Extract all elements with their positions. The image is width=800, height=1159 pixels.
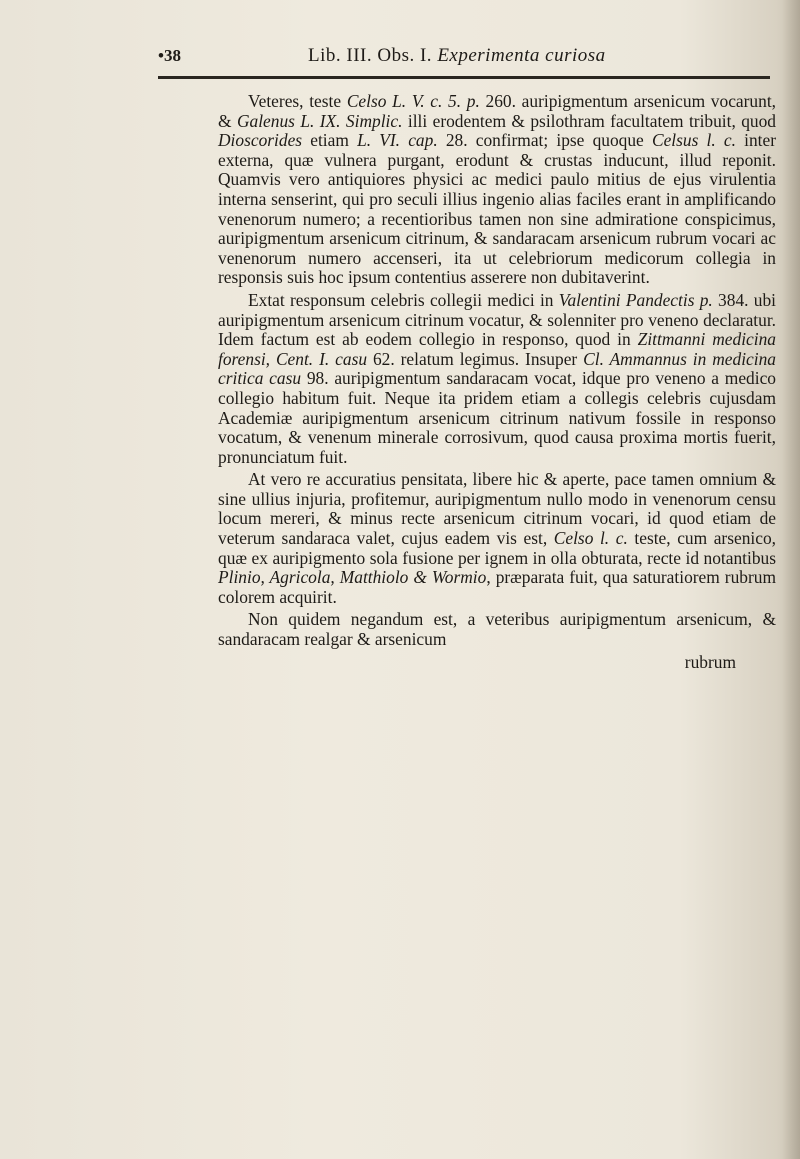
text-run: At vero re accuratius pensitata, libere hic & aperte, pace tamen omnium & sine ullius injuria, profitemur, auripigmentum nullo modo in venenorum censu locum mereri, & minus recte arsenicum citrinum vocari, id quod etiam de veterum sandaraca valet, cujus eadem vis est, xyxy=(218,469,776,549)
italic-run: Plinio, Agricola, Matthiolo & Wormio xyxy=(218,567,487,588)
text-run: 98. auripigmentum sandaracam vocat, idque pro veneno a medico collegio habitum fuit. Neque ita pridem etiam a collegis celebris cujusdam Academiæ auripigmentum arsenicum citrinum nativum fossile in responso vocatum, & venenum minerale corrosivum, quod causa proxima mortis fuerit, pronunciatum fuit. xyxy=(218,368,776,467)
text-run: inter externa, quæ vulnera purgant, erodunt & crustas inducunt, illud reponit. Quamvis vero antiquiores physici ac medici paulo mitius de ejus virulentia interna senserint, qui pro seculi illius ingenio alias faciles erant in amplificando venenorum numero; a recentioribus tamen non sine admiratione conspicimus, auripigmentum arsenicum citrinum, & sandaracam arsenicum rubrum vocari ac venenorum numero accenseri, ita ut celebriorum medicorum collegia in responsis suis hoc ipsum contentius asserere non dubitaverint. xyxy=(218,130,777,288)
body-text xyxy=(218,92,776,675)
text-run: illi erodentem & psilothram facultatem tribuit, quod xyxy=(402,110,776,131)
page-number: •38 xyxy=(158,46,181,65)
italic-run: Celsus l. c. xyxy=(651,130,736,151)
running-head xyxy=(158,46,770,76)
italic-run: Galenus L. IX. Simplic. xyxy=(236,110,403,131)
text-run: 384. ubi auripigmentum arsenicum citrinum vocatur, & solenniter pro veneno declaratur. Idem factum est ab eodem collegio in responso, quod in xyxy=(218,289,776,350)
text-run: Extat responsum celebris collegii medici in xyxy=(248,289,559,310)
paragraph xyxy=(218,291,776,467)
text-run: 62. relatum legimus. Insuper xyxy=(367,348,584,369)
text-run: 28. confirmat; ipse quoque xyxy=(437,130,652,151)
italic-run: Cl. Ammannus in medicina critica casu xyxy=(218,348,776,389)
paragraph xyxy=(218,470,776,607)
text-run: 260. auripigmentum arsenicum vocarunt, & xyxy=(218,91,776,131)
text-run: Veteres, teste xyxy=(248,91,347,111)
paragraph xyxy=(218,92,776,288)
running-title xyxy=(308,45,606,67)
book-title: Experimenta curiosa xyxy=(437,45,606,66)
catchword: rubrum xyxy=(684,651,736,672)
paragraph xyxy=(218,610,776,649)
text-run: teste, cum arsenico, quæ ex auripigmento sola fusione per ignem in olla obturata, recte id notantibus xyxy=(218,528,776,568)
header-rule xyxy=(158,76,770,79)
italic-run: Zittmanni medicina forensi, Cent. I. casu xyxy=(218,329,776,369)
italic-run: Valentini Pandectis p. xyxy=(558,289,713,310)
page-edge-shadow xyxy=(782,0,800,1159)
text-run: etiam xyxy=(302,130,358,151)
italic-run: Celso L. V. c. 5. p. xyxy=(346,91,480,111)
text-run: , præparata fuit, qua saturatiorem rubrum colorem acquirit. xyxy=(218,567,777,607)
text-run: Non quidem negandum est, a veteribus auripigmentum arsenicum, & sandaracam realgar & arsenicum xyxy=(218,609,776,650)
italic-run: Dioscorides xyxy=(218,130,303,151)
italic-run: L. VI. cap. xyxy=(357,130,438,151)
italic-run: Celso l. c. xyxy=(553,528,628,549)
book-observation: Lib. III. Obs. I. xyxy=(308,45,433,66)
